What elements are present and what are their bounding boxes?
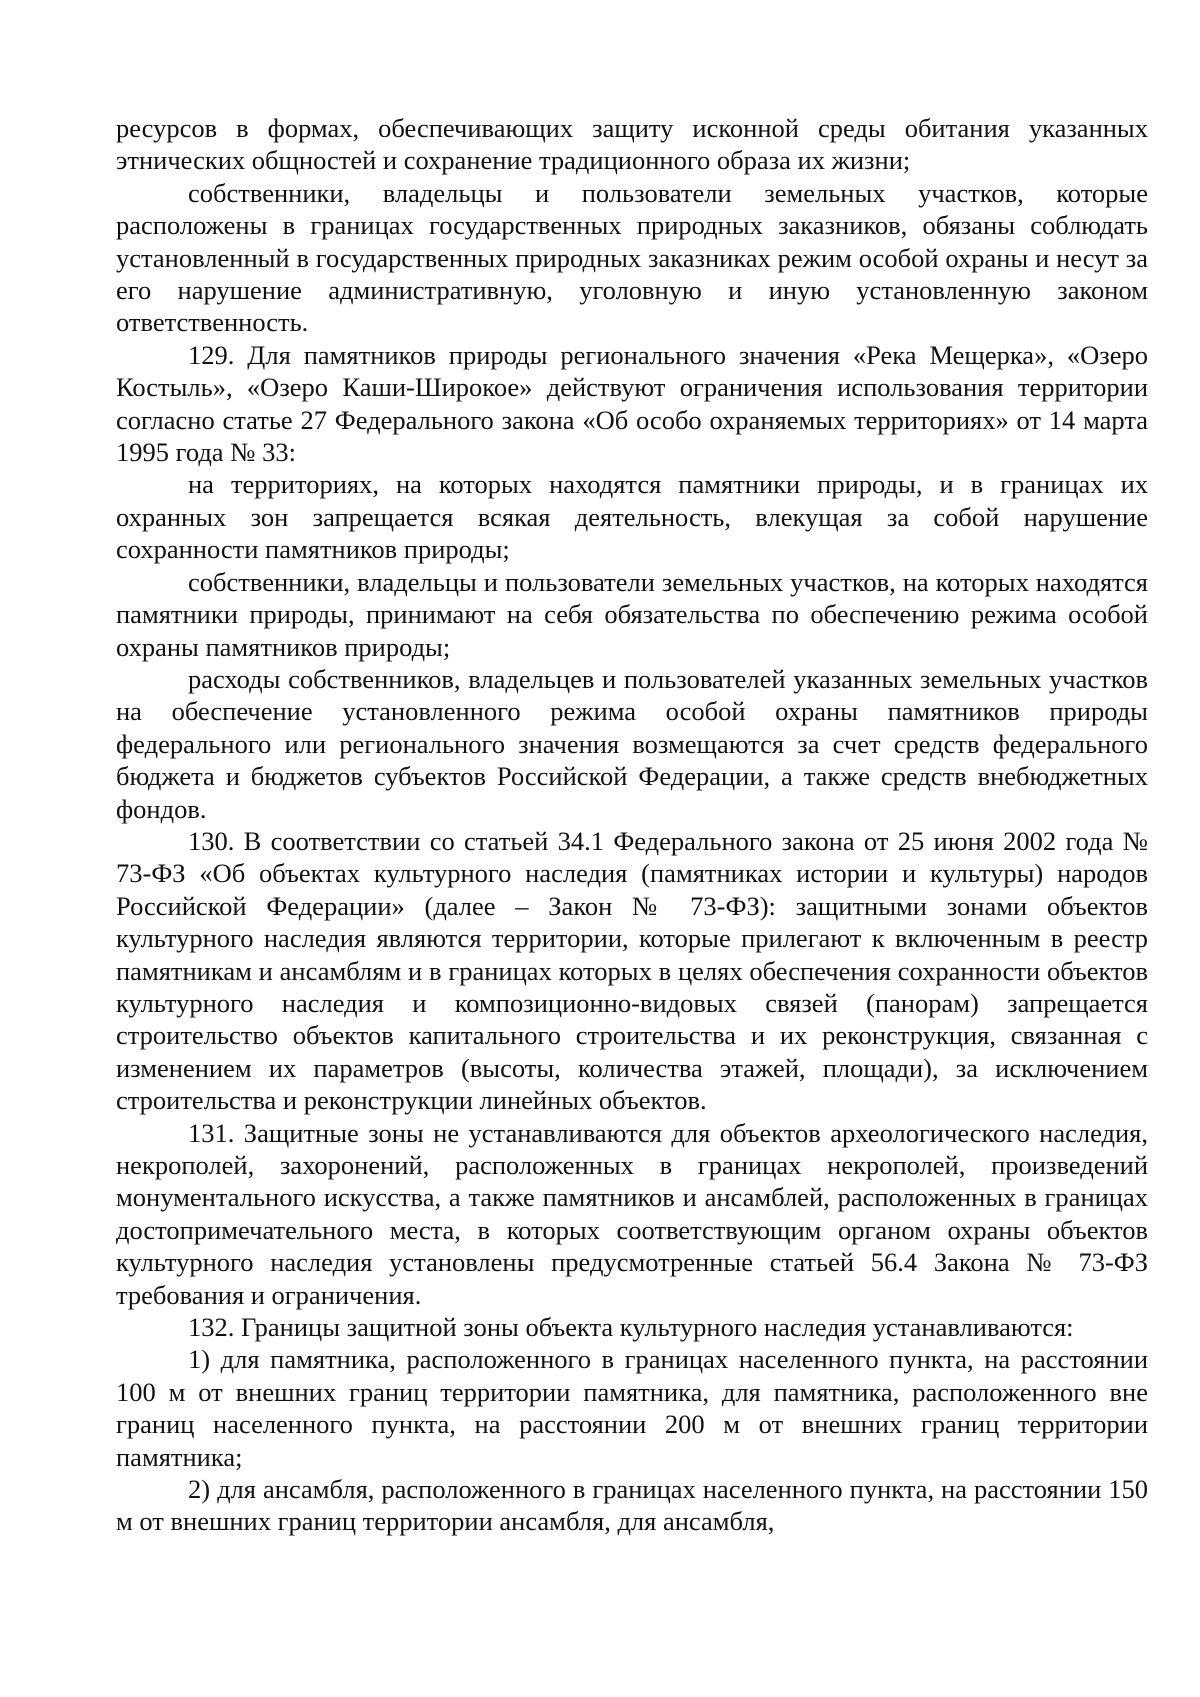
paragraph-132: 132. Границы защитной зоны объекта культурного наследия устанавливаются: (188, 1312, 1074, 1343)
paragraph-132-item-2: 2) для ансамбля, расположенного в границах населенного пункта, на расстоянии 150 м от внешних границ территории ансамбля, для ансамбля, (116, 1474, 1148, 1537)
document-page (116, 112, 1148, 1538)
paragraph-owners-obligations-monuments: собственники, владельцы и пользователи земельных участков, на которых находятся памятники природы, принимают на себя обязательства по обеспечению режима особой охраны памятников природы; (116, 566, 1148, 662)
paragraph-owners-obligations-reserves: собственники, владельцы и пользователи земельных участков, которые расположены в границах государственных природных заказников, обязаны соблюдать установленный в государственных природных заказниках режим особой охраны и несут за его нарушение административную, уголовную и иную установленную законом ответственность. (116, 177, 1148, 338)
paragraph-131: 131. Защитные зоны не устанавливаются для объектов археологического наследия, некрополей, захоронений, расположенных в границах некрополей, произведений монументального искусства, а также памятников и ансамблей, расположенных в границах достопримечательного места, в которых соответствующим органом охраны объектов культурного наследия установлены предусмотренные статьей 56.4 Закона № 73-ФЗ требования и ограничения. (116, 1117, 1148, 1310)
paragraph-130: 130. В соответствии со статьей 34.1 Федерального закона от 25 июня 2002 года № 73-ФЗ «Об объектах культурного наследия (памятниках истории и культуры) народов Российской Федерации» (далее – Закон № 73-ФЗ): защитными зонами объектов культурного наследия являются территории, которые прилегают к включенным в реестр памятникам и ансамблям и в границах которых в целях обеспечения сохранности объектов культурного наследия и композиционно-видовых связей (панорам) запрещается строительство объектов капитального строительства и их реконструкция, связанная с изменением их параметров (высоты, количества этажей, площади), за исключением строительства и реконструкции линейных объектов. (116, 825, 1148, 1116)
paragraph-continuation: ресурсов в формах, обеспечивающих защиту исконной среды обитания указанных этнических общностей и сохранение традиционного образа их жизни; (116, 113, 1148, 176)
paragraph-132-item-1: 1) для памятника, расположенного в границах населенного пункта, на расстоянии 100 м от внешних границ территории памятника, для памятника, расположенного вне границ населенного пункта, на расстоянии 200 м от внешних границ территории памятника; (116, 1344, 1148, 1472)
paragraph-activity-prohibition: на территориях, на которых находятся памятники природы, и в границах их охранных зон запрещается всякая деятельность, влекущая за собой нарушение сохранности памятников природы; (116, 469, 1148, 565)
paragraph-129: 129. Для памятников природы регионального значения «Река Мещерка», «Озеро Костыль», «Озеро Каши-Широкое» действуют ограничения использования территории согласно статье 27 Федерального закона «Об особо охраняемых территориях» от 14 марта 1995 года № 33: (116, 339, 1148, 468)
paragraph-expenses-compensation: расходы собственников, владельцев и пользователей указанных земельных участков на обеспечение установленного режима особой охраны памятников природы федерального или регионального значения возмещаются за счет средств федерального бюджета и бюджетов субъектов Российской Федерации, а также средств внебюджетных фондов. (116, 663, 1148, 824)
